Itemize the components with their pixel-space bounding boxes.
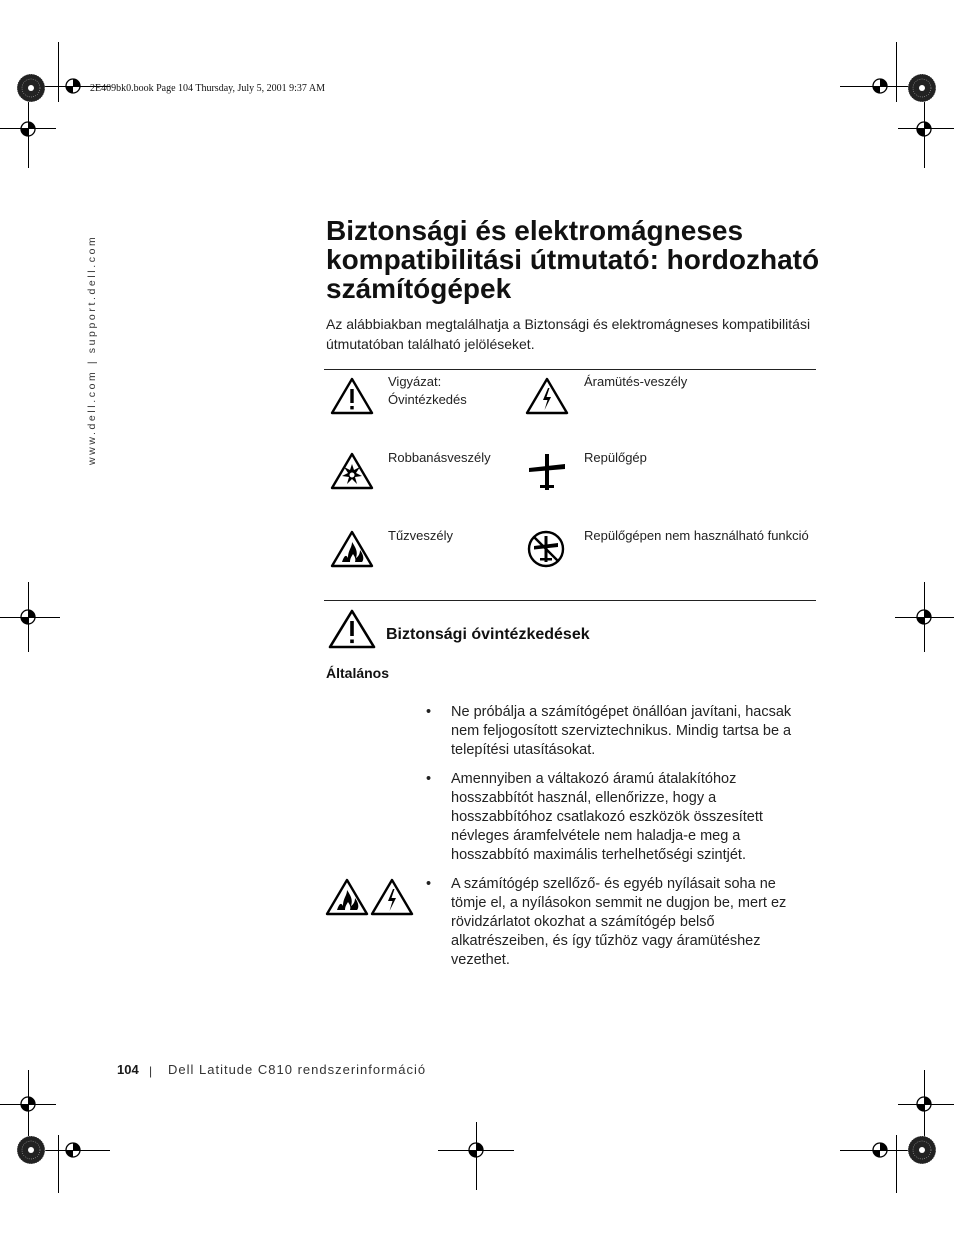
explosion-triangle-icon — [330, 452, 374, 490]
table-bottom-rule — [324, 600, 816, 601]
color-wheel-icon — [17, 1136, 45, 1164]
symbol-label: Vigyázat: Óvintézkedés — [388, 374, 467, 407]
color-wheel-icon — [17, 74, 45, 102]
electric-shock-triangle-icon — [370, 878, 414, 916]
registration-target-icon — [469, 1143, 483, 1157]
airplane-prohibited-icon — [526, 529, 566, 569]
registration-target-icon — [66, 79, 80, 93]
symbol-label: Áramütés-veszély — [584, 374, 688, 389]
caution-triangle-icon — [328, 609, 376, 649]
registration-target-icon — [917, 1097, 931, 1111]
registration-target-icon — [873, 1143, 887, 1157]
side-url: www.dell.com | support.dell.com — [86, 234, 98, 465]
page-title: Biztonsági és elektromágneses kompatibilitási útmutató: hordozható számítógépek — [326, 215, 820, 304]
footer-separator: | — [149, 1064, 153, 1078]
print-file-info: 2E409bk0.book Page 104 Thursday, July 5, 2001 9:37 AM — [90, 83, 325, 94]
registration-target-icon — [21, 1097, 35, 1111]
fire-triangle-icon — [325, 878, 369, 916]
section-title: Biztonsági óvintézkedések — [386, 626, 590, 643]
registration-target-icon — [66, 1143, 80, 1157]
registration-target-icon — [917, 122, 931, 136]
footer-title: Dell Latitude C810 rendszerinformáció — [168, 1062, 427, 1077]
airplane-icon — [527, 452, 567, 492]
page-number: 104 — [117, 1062, 139, 1077]
table-top-rule — [324, 369, 816, 370]
symbol-label: Repülőgép — [584, 450, 647, 465]
registration-target-icon — [21, 122, 35, 136]
registration-target-icon — [873, 79, 887, 93]
intro-paragraph: Az alábbiakban megtalálhatja a Biztonsági és elektromágneses kompatibilitási útmutatóban található jelöléseket. — [326, 316, 811, 352]
subheading: Általános — [326, 665, 390, 681]
caution-triangle-icon — [330, 377, 374, 415]
registration-target-icon — [21, 610, 35, 624]
symbol-label: Repülőgépen nem használható funkció — [584, 528, 809, 543]
electric-shock-triangle-icon — [525, 377, 569, 415]
color-wheel-icon — [908, 74, 936, 102]
fire-triangle-icon — [330, 530, 374, 568]
symbol-label: Robbanásveszély — [388, 450, 491, 465]
bullet-list — [424, 703, 814, 970]
color-wheel-icon — [908, 1136, 936, 1164]
list-item: • A számítógép szellőző- és egyéb nyílásait soha ne tömje el, a nyílásokon semmit ne dugjon be, mert ez rövidzárlatot okozhat a számítógép belső alkatrészeiben, és így tűzhöz vagy áramütéshez vezethet. — [424, 875, 814, 970]
list-item: • Amennyiben a váltakozó áramú átalakítóhoz hosszabbítót használ, ellenőrizze, hogy a hosszabbítóhoz csatlakozó eszközök összesített névleges áramfelvétele nem haladja-e meg a hosszabbító maximális terhelhetőségi szintjét. — [424, 770, 814, 865]
list-item: • Ne próbálja a számítógépet önállóan javítani, hacsak nem feljogosított szerviztechnikus. Mindig tartsa be a telepítési utasításokat. — [424, 703, 814, 760]
symbol-label: Tűzveszély — [388, 528, 454, 543]
registration-target-icon — [917, 610, 931, 624]
